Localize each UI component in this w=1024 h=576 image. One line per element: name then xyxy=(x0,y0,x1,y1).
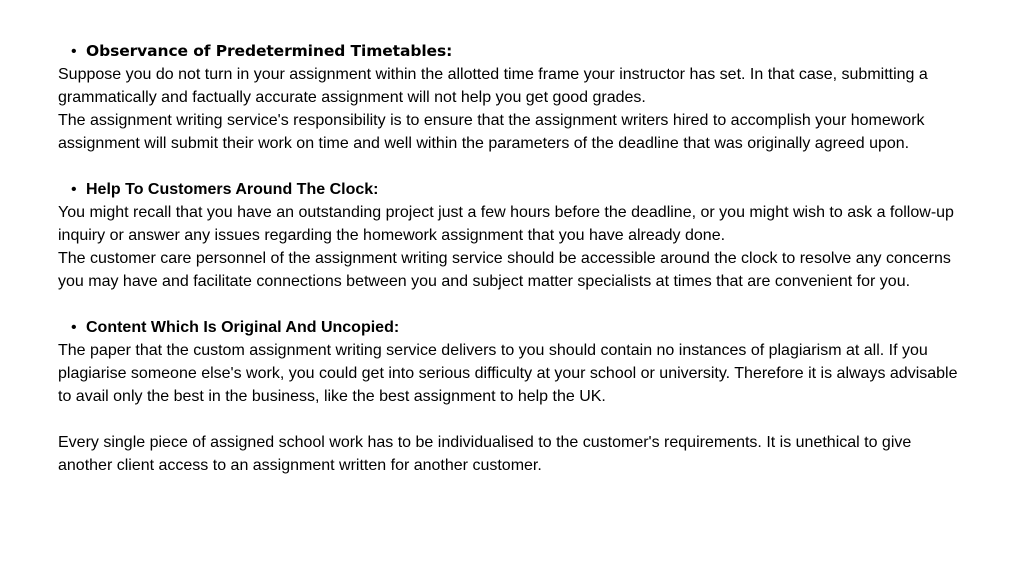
spacer xyxy=(58,155,968,178)
bullet-icon: • xyxy=(71,319,77,336)
section-heading-text: Help To Customers Around The Clock: xyxy=(86,181,379,198)
paragraph: The paper that the custom assignment writing service delivers to you should contain no instances of plagiarism at all. If you plagiarise someone else's work, you could get into serious difficulty at your school or university. Therefore it is always advisable to avail only the best in the business, like the best assignment to help the UK. xyxy=(58,342,958,405)
section-heading xyxy=(58,178,968,201)
bullet-icon: • xyxy=(71,43,77,60)
closing-paragraph: Every single piece of assigned school work has to be individualised to the customer's requirements. It is unethical to give another client access to an assignment written for another customer. xyxy=(58,434,912,474)
paragraph: Suppose you do not turn in your assignment within the allotted time frame your instructor has set. In that case, submitting a grammatically and factually accurate assignment will not help you get good grades. xyxy=(58,66,928,106)
paragraph: The assignment writing service's responsibility is to ensure that the assignment writers hired to accomplish your homework assignment will submit their work on time and well within the parameters of the deadline that was originally agreed upon. xyxy=(58,112,925,152)
section-heading xyxy=(58,316,968,339)
spacer xyxy=(58,293,968,316)
bullet-icon: • xyxy=(71,181,77,198)
paragraph: You might recall that you have an outstanding project just a few hours before the deadline, or you might wish to ask a follow-up inquiry or answer any issues regarding the homework assignment that you have already done. xyxy=(58,204,954,244)
section-heading-text: Content Which Is Original And Uncopied: xyxy=(86,319,400,336)
section-heading xyxy=(58,40,968,63)
section-heading-text: Observance of Predetermined Timetables: xyxy=(86,42,453,60)
document-body xyxy=(58,40,968,477)
spacer xyxy=(58,408,968,431)
paragraph: The customer care personnel of the assignment writing service should be accessible around the clock to resolve any concerns you may have and facilitate connections between you and subject matter specialists at times that are convenient for you. xyxy=(58,250,951,290)
